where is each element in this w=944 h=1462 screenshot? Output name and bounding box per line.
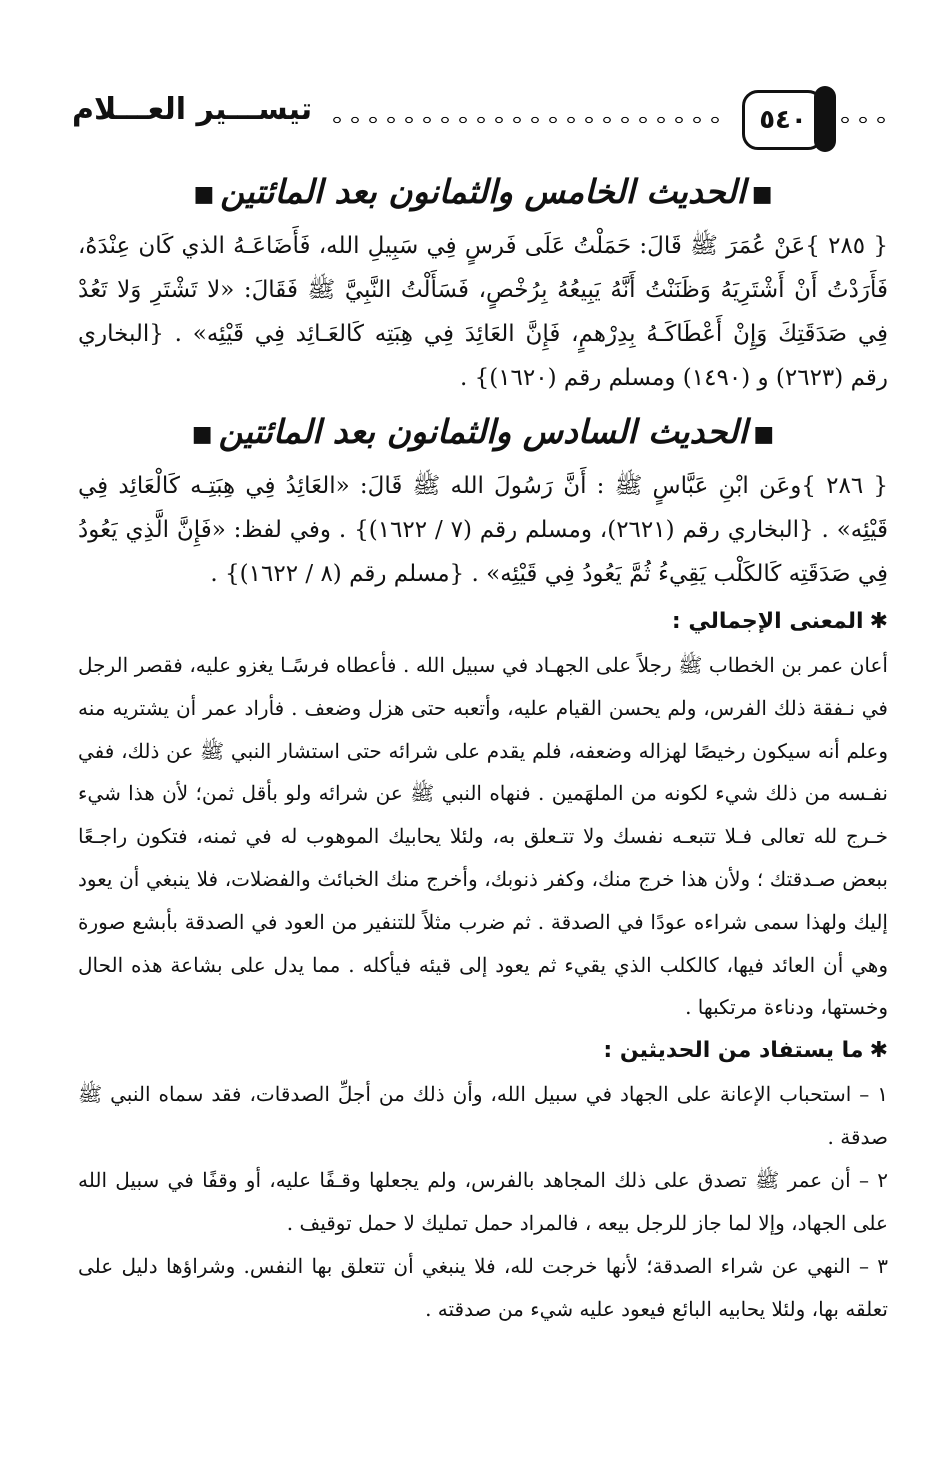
list-item: ٣ – النهي عن شراء الصدقة؛ لأنها خرجت لله، فلا ينبغي أن تتعلق بها النفس. وشراؤها دليل على تعلقه بها، ولئلا يحابيه البائع فيعود عليه شيء من صدقته . xyxy=(78,1254,888,1322)
general-meaning-text: أعان عمر بن الخطاب ﷺ رجلاً على الجهـاد في سبيل الله . فأعطاه فرسًـا يغزو عليه، فقصر الرجل في نـفقة ذلك الفرس، ولم يحسن القيام عليه، وأتعبه حتى هزل وضعف . فأراد عمر أن يشتريه منه وعلم أنه سيكون رخيصًا لهزاله وضعفه، فلم يقدم على شرائه حتى استشار النبي ﷺ عن ذلك، ففي نفـسه من ذلك شيء لكونه من الملهَمين . فنهاه النبي ﷺ عن شرائه ولو بأقل ثمن؛ لأن هذا شيء خـرج لله تعالى فـلا تتبعـه نفسك ولا تتـعلق به، ولئلا يحابيك الموهوب له في ثمنه، فتكون راجـعًا ببعض صـدقتك ؛ ولأن هذا خرج منك، وكفر ذنوبك، وأخرج منك الخبائث والفضلات، فلا ينبغي أن يعود إليك ولهذا سمى شراءه عودًا في الصدقة . ثم ضرب مثلاً للتنفير من العود في الصدقة بأبشع صورة وهي أن العائد فيها، كالكلب الذي يقيء ثم يعود إلى قيئه فيأكله . مما يدل على بشاعة هذه الحال وخستها، ودناءة مرتكبها . xyxy=(78,653,888,1020)
section-title-hadith-286 xyxy=(78,406,888,460)
general-meaning-heading xyxy=(78,602,888,642)
page-content xyxy=(78,166,888,1331)
page-badge-cap-icon xyxy=(814,86,836,152)
list-item: ٢ – أن عمر ﷺ تصدق على ذلك المجاهد بالفرس، ولم يجعلها وقـفًا عليه، أو وقفًا في سبيل الله على الجهاد، وإلا لما جاز للرجل بيعه ، فالمراد حمل تمليك لا حمل توقيف . xyxy=(78,1168,888,1236)
hadith-285-text: { ٢٨٥ }عَنْ عُمَرَ ﷺ قَالَ: حَمَلْتُ عَلَى فَرسٍ فِي سَبِيلِ الله، فَأَضَاعَـهُ الذي كَان عِنْدَهُ، فَأَرَدْتُ أَنْ أَشْتَرِيَهُ وَظَنَنْتُ أَنَّهُ يَبِيعُهُ بِرُخْصٍ، فَسَأَلْتُ النَّبِيَّ ﷺ فَقَالَ: «لا تَشْتَرِ وَلا تَعُدْ فِي صَدَقَتِكَ وَإِنْ أَعْطَاكَـهُ بِدِرْهمٍ، فَإِنَّ العَائِدَ فِي هِبَتِه كَالعَـائِد فِي قَيْئِه» . {البخاري رقم (٢٦٢٣) و (١٤٩٠) ومسلم رقم (١٦٢٠)} . xyxy=(78,233,888,391)
hadith-286-text: { ٢٨٦ }وعَن ابْنِ عَبَّاسٍ ﷺ : أَنَّ رَسُولَ الله ﷺ قَالَ: «العَائِدُ فِي هِبَتِـه كَالْعَائِد فِي قَيْئِه» . {البخاري رقم (٢٦٢١)، ومسلم رقم (٧ / ١٦٢٢)} . وفي لفظ: «فَإِنَّ الَّذِي يَعُودُ فِي صَدَقَتِه كَالكَلْب يَقِيءُ ثُمَّ يَعُودُ فِي قَيْئِه» . {مسلم رقم (٨ / ١٦٢٢)} . xyxy=(78,473,889,587)
asterisk-icon: ✱ xyxy=(869,609,888,634)
ornament-border-icon xyxy=(328,112,724,128)
list-item: ١ – استحباب الإعانة على الجهاد في سبيل الله، وأن ذلك من أجلِّ الصدقات، فقد سماه النبي ﷺ صدقة . xyxy=(78,1082,888,1150)
section-title-text: الحديث الخامس والثمانون بعد المائتين xyxy=(220,172,746,211)
book-title: تيســـير العـــلام xyxy=(72,92,313,127)
general-meaning-heading-text: المعنى الإجمالي : xyxy=(671,609,864,634)
square-bullet-icon: ■ xyxy=(753,421,775,447)
page-header xyxy=(72,86,892,156)
page-number: ٥٤٠ xyxy=(742,90,824,150)
square-bullet-icon: ■ xyxy=(191,421,213,447)
benefits-heading-text: ما يستفاد من الحديثين : xyxy=(603,1038,864,1064)
asterisk-icon: ✱ xyxy=(869,1038,888,1064)
section-title-hadith-285 xyxy=(78,166,888,220)
ornament-small-icon xyxy=(836,112,892,128)
square-bullet-icon: ■ xyxy=(193,181,215,207)
benefits-list xyxy=(78,1073,888,1331)
section-title-text: الحديث السادس والثمانون بعد المائتين xyxy=(218,412,748,451)
square-bullet-icon: ■ xyxy=(751,181,773,207)
benefits-heading xyxy=(78,1031,888,1071)
